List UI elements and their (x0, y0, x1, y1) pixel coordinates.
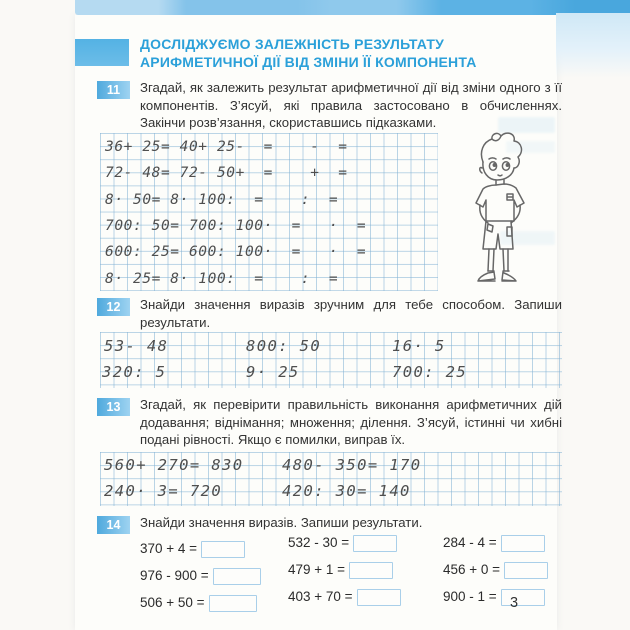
handwritten-expression: 700: 25 (392, 363, 468, 381)
exercise-14-badge: 14 (97, 516, 130, 534)
equation-label: 370 + 4 = (140, 541, 198, 557)
equation-row (443, 535, 545, 552)
section-title-line2: АРИФМЕТИЧНОЇ ДІЇ ВІД ЗМІНИ ЇЇ КОМПОНЕНТА (140, 53, 477, 70)
exercise-11-badge: 11 (97, 81, 130, 99)
exercise-12-text: Знайди значення виразів зручним для тебе способом. Запиши результати. (140, 297, 562, 330)
equation-label: 284 - 4 = (443, 535, 497, 551)
handwritten-equation: 8· 50= 8· 100: = : = (105, 192, 339, 208)
answer-box (501, 535, 545, 552)
section-header-marker (75, 39, 129, 66)
equation-row (140, 541, 245, 558)
exercise-14-text: Знайди значення виразів. Запиши результати. (140, 515, 423, 530)
boy-hair (481, 133, 521, 168)
boy-leg (488, 249, 494, 271)
exercise-12-grid (100, 332, 562, 388)
exercise-13-text: Згадай, як перевірити правильність виконання арифметичних дій додавання; віднімання; множення; ділення. З’ясуй, істинні чи хибні подані рівності. Якщо є помилки, виправ їх. (140, 397, 562, 448)
answer-box (213, 568, 261, 585)
equation-label: 532 - 30 = (288, 535, 350, 551)
boy-leg (503, 249, 508, 271)
answer-box (504, 562, 548, 579)
exercise-11-grid (100, 133, 438, 291)
handwritten-expression: 800: 50 (246, 337, 322, 355)
equation-label: 506 + 50 = (140, 595, 205, 611)
handwritten-equation: 700: 50= 700: 100· = · = (105, 218, 367, 234)
handwritten-equation: 240· 3= 720 (104, 482, 223, 500)
equation-label: 900 - 1 = (443, 589, 497, 605)
boy-tshirt (476, 184, 524, 221)
boy-illustration (452, 128, 542, 294)
exercise-13-badge: 13 (97, 398, 130, 416)
handwritten-expression: 53- 48 (104, 337, 169, 355)
shorts-pocket (487, 224, 493, 232)
handwritten-equation: 8· 25= 8· 100: = : = (105, 271, 339, 287)
handwritten-equation: 36+ 25= 40+ 25- = - = (105, 139, 348, 155)
tshirt-pocket (507, 194, 513, 200)
equation-row (443, 589, 545, 606)
boy-mouth (498, 175, 502, 176)
answer-box (501, 589, 545, 606)
exercise-12-badge: 12 (97, 298, 130, 316)
section-title (140, 36, 570, 71)
equation-row (288, 589, 401, 606)
shorts-pocket (507, 227, 512, 236)
handwritten-expression: 320: 5 (102, 363, 167, 381)
handwritten-equation: 480- 350= 170 (282, 456, 422, 474)
boy-shoe (502, 272, 516, 281)
equation-row (443, 562, 548, 579)
answer-box (353, 535, 397, 552)
equation-label: 976 - 900 = (140, 568, 209, 584)
equation-row (288, 535, 397, 552)
handwritten-equation: 420: 30= 140 (282, 482, 411, 500)
handwritten-equation: 560+ 270= 830 (104, 456, 244, 474)
equation-row (140, 595, 257, 612)
equation-label: 456 + 0 = (443, 562, 501, 578)
section-title-line1: ДОСЛІДЖУЄМО ЗАЛЕЖНІСТЬ РЕЗУЛЬТАТУ (140, 36, 445, 52)
answer-box (201, 541, 245, 558)
handwritten-expression: 9· 25 (246, 363, 300, 381)
handwritten-equation: 600: 25= 600: 100· = · = (105, 244, 367, 260)
equation-row (288, 562, 393, 579)
answer-box (349, 562, 393, 579)
boy-shoe (478, 272, 495, 281)
equation-row (140, 568, 261, 585)
exercise-13-grid (100, 452, 562, 506)
boy-ear (480, 168, 482, 173)
handwritten-expression: 16· 5 (392, 337, 446, 355)
page-number: 3 (510, 595, 519, 611)
handwritten-equation: 72- 48= 72- 50+ = + = (105, 165, 348, 181)
equation-label: 479 + 1 = (288, 562, 346, 578)
answer-box (357, 589, 401, 606)
answer-box (209, 595, 257, 612)
top-edge-blue-band (75, 0, 630, 15)
exercise-11-text: Згадай, як залежить результат арифметичної дії від зміни одного з її компонентів. З’ясуй, які правила застосовано в обчисленнях. Закінчи розв’язання, скориставшись підказками. (140, 80, 562, 131)
equation-label: 403 + 70 = (288, 589, 353, 605)
